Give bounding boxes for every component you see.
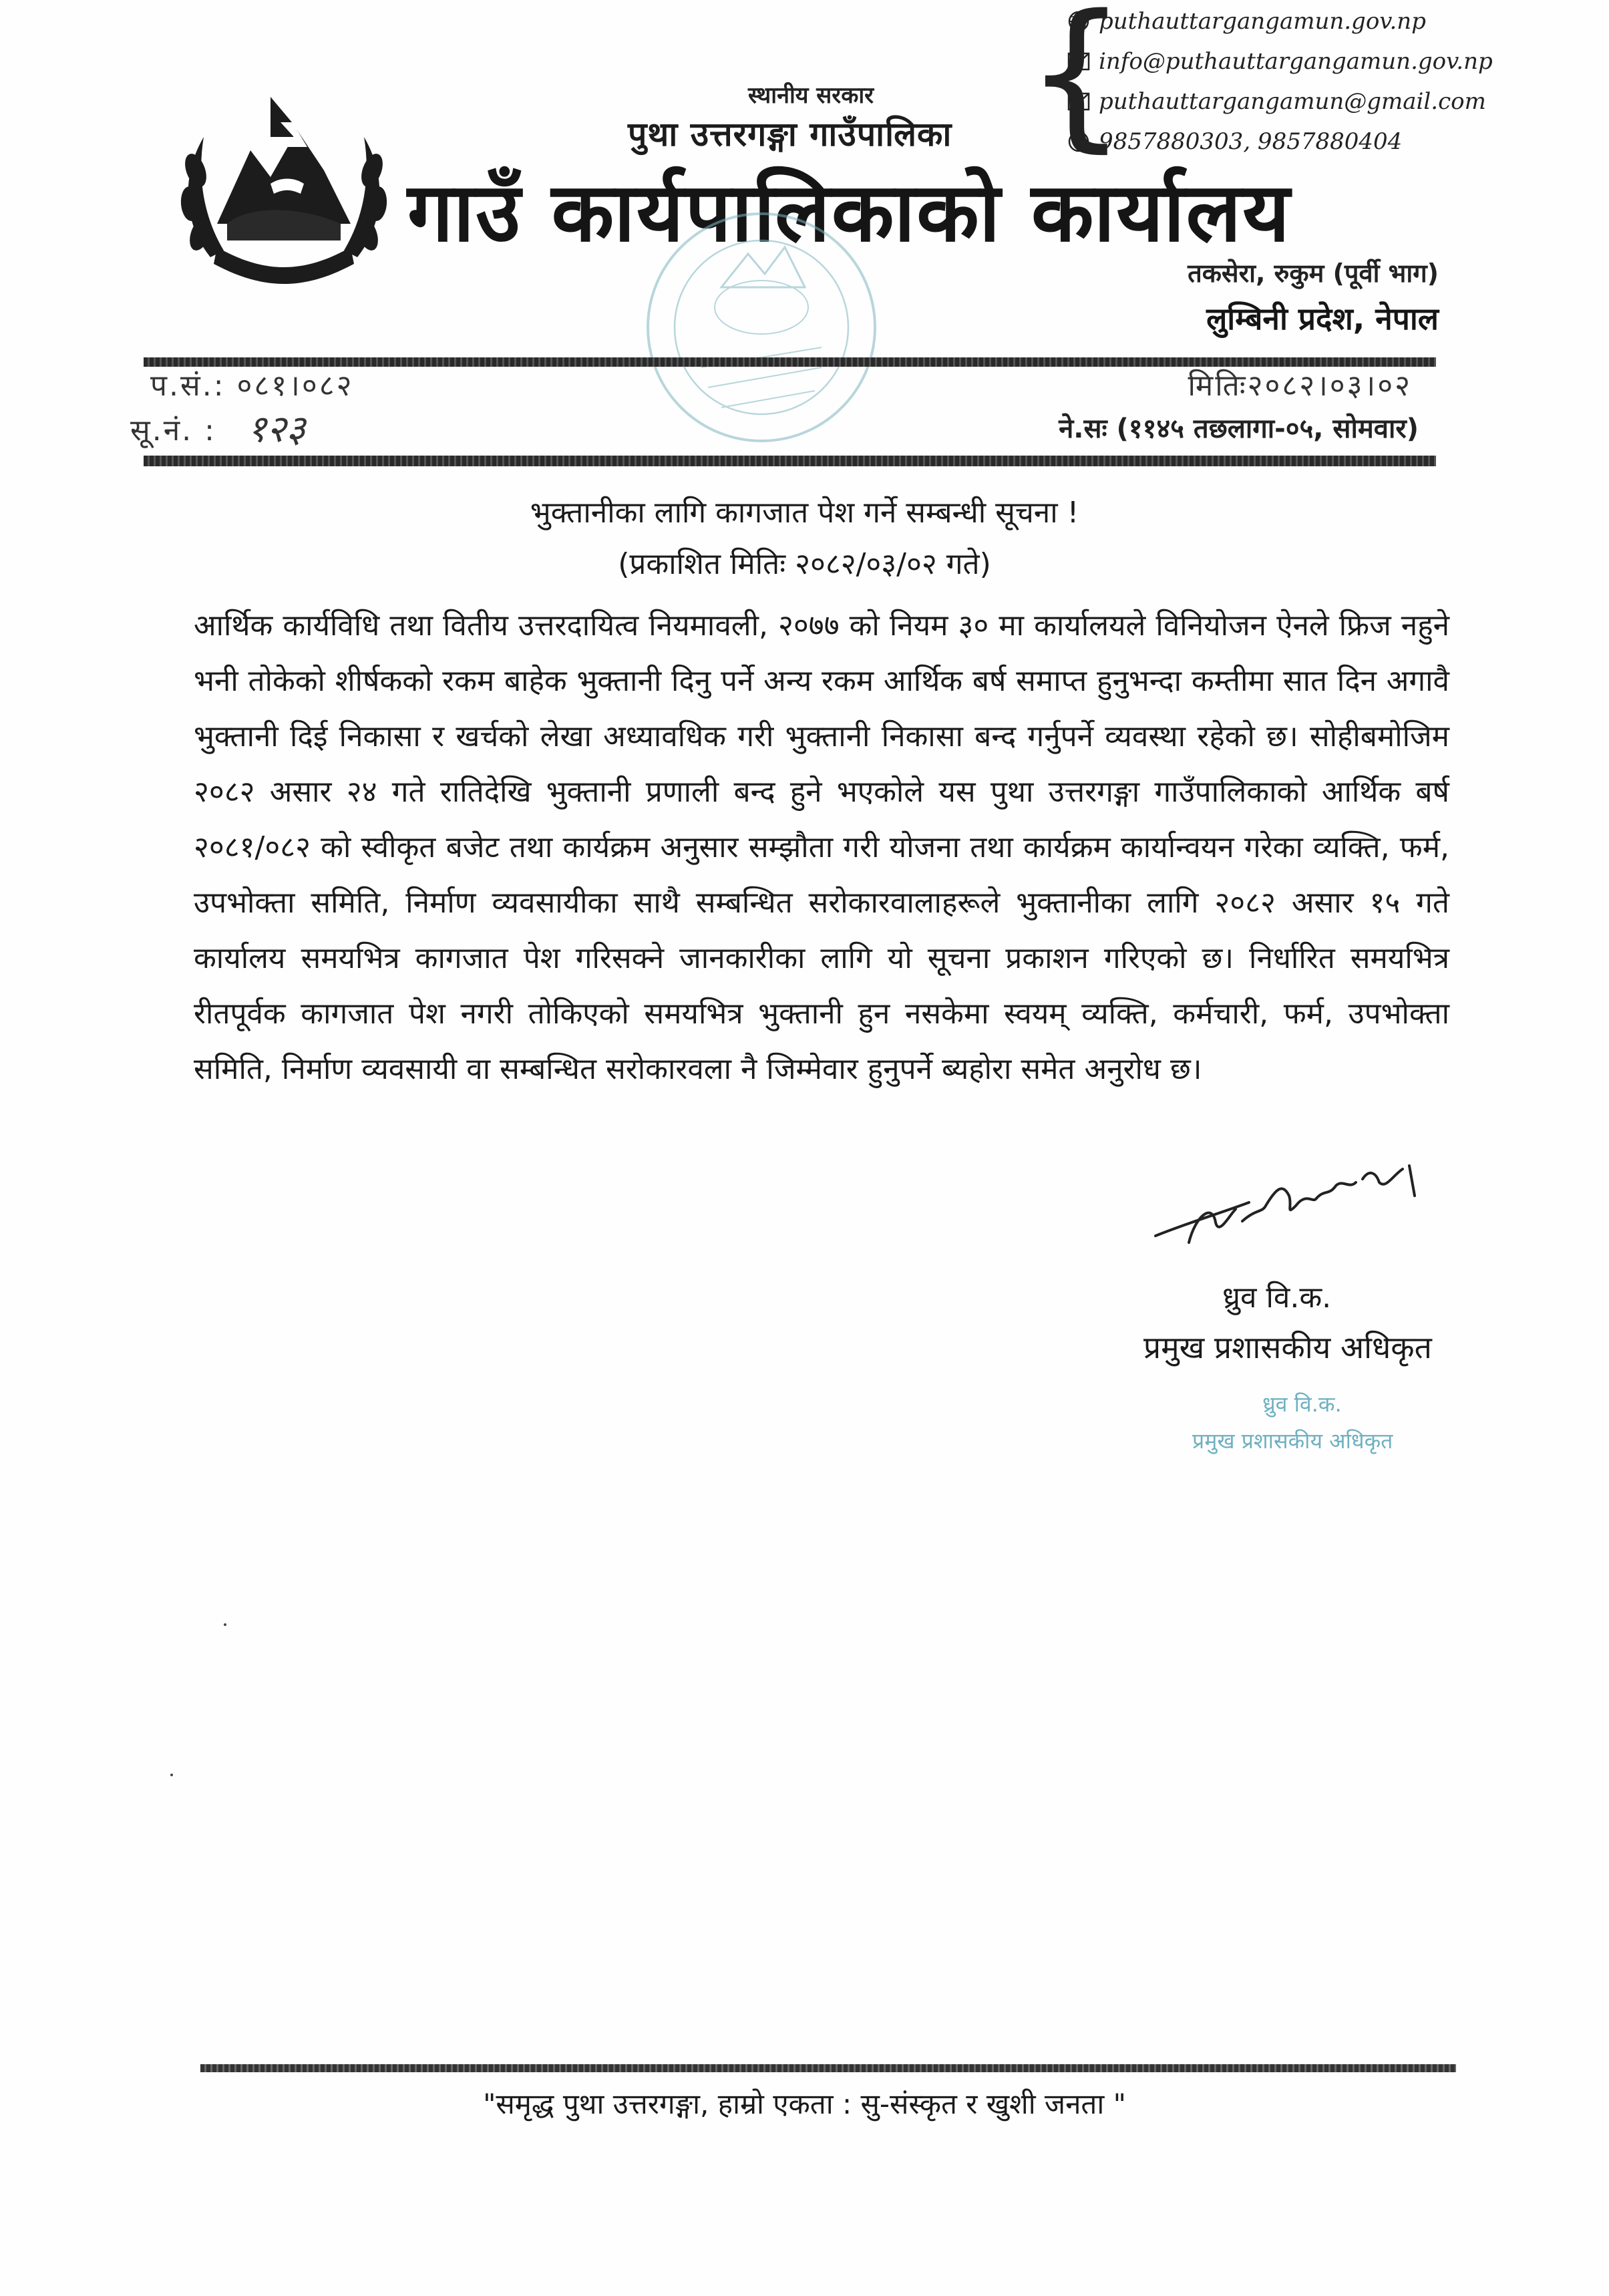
contact-list xyxy=(1065,1,1493,162)
handwritten-signature xyxy=(1149,1142,1456,1263)
government-emblem xyxy=(170,90,397,291)
footer-slogan: "समृद्ध पुथा उत्तरगङ्गा, हाम्रो एकता : सु-संस्कृत र खुशी जनता " xyxy=(483,2088,1126,2120)
envelope-icon xyxy=(1065,48,1092,75)
signer-name: ध्रुव वि.क. xyxy=(1222,1281,1332,1315)
letter-number: प.सं.: ०८१।०८२ xyxy=(150,369,354,403)
email-text-2: puthauttargangamun@gmail.com xyxy=(1099,88,1486,115)
contact-email-1 xyxy=(1065,41,1493,81)
phone-icon xyxy=(1065,128,1092,155)
stamp-signer-name: ध्रुव वि.क. xyxy=(1262,1391,1342,1417)
office-seal-stamp xyxy=(621,194,902,461)
header-divider-bottom xyxy=(144,456,1436,466)
contact-brace: { xyxy=(1025,0,1127,167)
stamp-signer-title: प्रमुख प्रशासकीय अधिकृत xyxy=(1192,1428,1393,1454)
contact-email-2 xyxy=(1065,81,1493,122)
province-line: लुम्बिनी प्रदेश, नेपाल xyxy=(1206,301,1439,337)
phone-text: 9857880303, 9857880404 xyxy=(1099,128,1403,155)
globe-icon xyxy=(1065,8,1092,35)
scan-speck xyxy=(224,1623,226,1626)
nepal-sambat-date: ने.सः (११४५ तछलागा-०५, सोमवार) xyxy=(1059,414,1419,444)
footer-divider xyxy=(200,2064,1456,2072)
contact-phone xyxy=(1065,122,1493,162)
serial-number-handwritten: १२३ xyxy=(247,407,306,451)
serial-label: सू.नं. : xyxy=(130,414,216,448)
office-address: तकसेरा, रुकुम (पूर्वी भाग) xyxy=(1188,259,1439,288)
notice-published-date: (प्रकाशित मितिः २०८२/०३/०२ गते) xyxy=(618,547,991,581)
municipality-name: पुथा उत्तरगङ्गा गाउँपालिका xyxy=(628,115,952,154)
signer-title: प्रमुख प्रशासकीय अधिकृत xyxy=(1143,1329,1432,1365)
scan-speck xyxy=(170,1774,173,1776)
office-title: गाउँ कार्यपालिकाको कार्यालय xyxy=(407,165,1292,260)
email-text-1: info@puthauttargangamun.gov.np xyxy=(1099,48,1493,75)
website-text: puthauttargangamun.gov.np xyxy=(1099,8,1426,35)
local-government-label: स्थानीय सरकार xyxy=(748,82,874,109)
letter-date: मितिः२०८२।०३।०२ xyxy=(1188,369,1412,403)
envelope-icon xyxy=(1065,88,1092,115)
notice-title: भुक्तानीका लागि कागजात पेश गर्ने सम्बन्धी सूचना ! xyxy=(530,496,1079,530)
notice-body: आर्थिक कार्यविधि तथा वितीय उत्तरदायित्व नियमावली, २०७७ को नियम ३० मा कार्यालयले विनियोजन ऐनले फ्रिज नहुने भनी तोकेको शीर्षकको रकम बाहेक भुक्तानी दिनु पर्ने अन्य रकम आर्थिक बर्ष समाप्त हुनुभन्दा कम्तीमा सात दिन अगावै भुक्तानी दिई निकासा र खर्चको लेखा अध्यावधिक गरी भुक्तानी निकासा बन्द गर्नुपर्ने व्यवस्था रहेको छ। सोहीबमोजिम २०८२ असार २४ गते रातिदेखि भुक्तानी प्रणाली बन्द हुने भएकोले यस पुथा उत्तरगङ्गा गाउँपालिकाको आर्थिक बर्ष २०८१/०८२ को स्वीकृत बजेट तथा कार्यक्रम अनुसार सम्झौता गरी योजना तथा कार्यक्रम कार्यान्वयन गरेका व्यक्ति, फर्म, उपभोक्ता समिति, निर्माण व्यवसायीका साथै सम्बन्धित सरोकारवालाहरूले भुक्तानीका लागि २०८२ असार १५ गते कार्यालय समयभित्र कागजात पेश गरिसक्ने जानकारीका लागि यो सूचना प्रकाशन गरिएको छ। निर्धारित समयभित्र रीतपूर्वक कागजात पेश नगरी तोकिएको समयभित्र भुक्तानी हुन नसकेमा स्वयम् व्यक्ति, कर्मचारी, फर्म, उपभोक्ता समिति, निर्माण व्यवसायी वा सम्बन्धित सरोकारवला नै जिम्मेवार हुनुपर्ने ब्यहोरा समेत अनुरोध छ। xyxy=(194,609,1449,1086)
contact-website xyxy=(1065,1,1493,41)
